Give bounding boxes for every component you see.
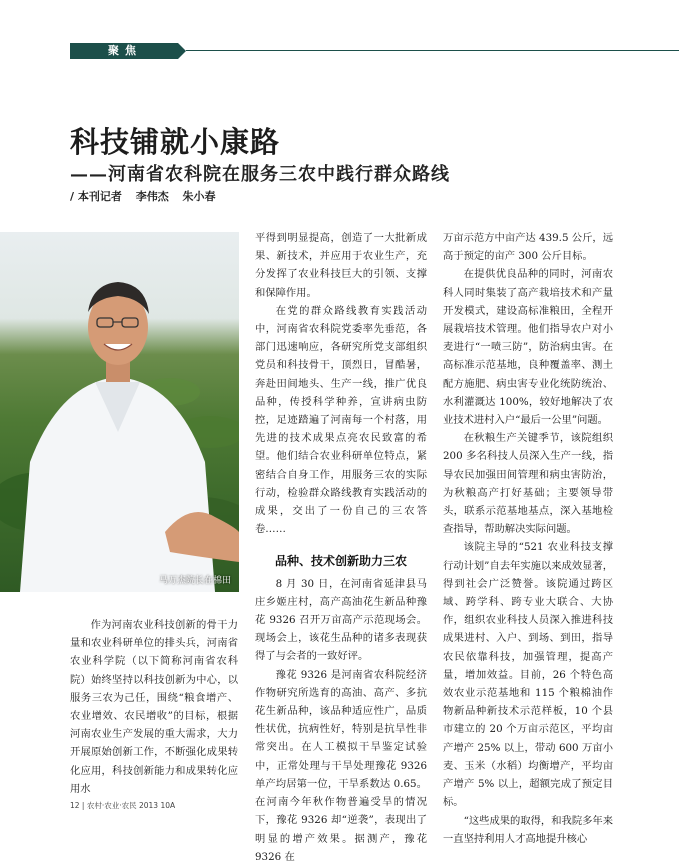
article-subtitle: ——河南省农科院在服务三农中践行群众路线 xyxy=(70,164,450,185)
paragraph: 平得到明显提高，创造了一大批新成果、新技术，并应用于农业生产，充分发挥了农业科技巨大的引领、支撑和保障作用。 xyxy=(255,232,427,299)
paragraph: “这些成果的取得，和我院多年来一直坚持利用人才高地提升核心 xyxy=(443,814,614,845)
byline-prefix: / 本刊记者 xyxy=(70,190,122,203)
paragraph: 8 月 30 日，在河南省延津县马庄乡姬庄村，高产高油花生新品种豫花 9326 召开万亩高产示范现场会。现场会上，该花生品种的诸多表现获得了与会者的一致好评。 xyxy=(255,577,427,663)
section-rule xyxy=(186,50,679,51)
photo-caption: 马万杰院长在棉田 xyxy=(158,576,231,586)
section-subhead: 品种、技术创新助力三农 xyxy=(274,554,407,569)
section-label: 聚焦 xyxy=(70,43,178,59)
text-column-2 xyxy=(255,229,427,866)
paragraph: 该院主导的“521 农业科技支撑行动计划”自去年实施以来成效显著，得到社会广泛赞誉。该院通过跨区域、跨学科、跨专业大联合、大协作，组织农业科技人员深入推进科技成果进村、入户、到场、到田，指导农民依靠科技，加强管理，提高产量，增加效益。目前，26 个特色高效农业示范基地和 115 个粮棉油作物新品种新技术示范样板，10 个县市建立的 20 个万亩示范区，平均亩产增产 25% 以上，带动 600 万亩小麦、玉米（水稻）均衡增产，平均亩产增产 5% 以上，超额完成了预定目标。 xyxy=(443,541,614,809)
article-title: 科技铺就小康路 xyxy=(70,125,281,159)
page-footer: 12 | 农村·农业·农民 2013 10A xyxy=(70,801,176,810)
paragraph: 万亩示范方中亩产达 439.5 公斤，远高于预定的亩产 300 公斤目标。 xyxy=(443,232,613,263)
byline-author: 李伟杰 xyxy=(135,190,169,203)
paragraph: 在党的群众路线教育实践活动中，河南省农科院党委率先垂范，各部门迅速响应，各研究所党支部组织党员和科技骨干，顶烈日，冒酷暑，奔赴田间地头、生产一线，推广优良品种，传授科学种养，宣讲病虫防控，足迹踏遍了河南每一个村落，用先进的技术成果点亮农民致富的希望。他们结合农业科研单位特点，紧密结合自身工作，用服务三农的实际行动，检验群众路线教育实践活动的成果，交出了一份自己的三农答卷…… xyxy=(255,304,427,536)
paragraph: 作为河南农业科技创新的骨干力量和农业科研单位的排头兵，河南省农业科学院（以下简称河南省农科院）始终坚持以科技创新为中心，以服务三农为己任，围绕“粮食增产、农业增效、农民增收”的目标，根据河南农业生产发展的重大需求，大力开展原始创新工作，不断强化成果转化应用，科技创新能力和成果转化应用水 xyxy=(70,619,238,795)
paragraph: 在提供优良品种的同时，河南农科人同时集装了高产栽培技术和产量开发模式，建设高标准粮田，全程开展栽培技术管理。他们指导农户对小麦进行“一喷三防”，防治病虫害。在高标准示范基地，良种覆盖率、测土配方施肥、病虫害专业化统防统治、水利灌溉达 100%，较好地解决了农业技术进村入户“最后一公里”问题。 xyxy=(443,268,613,427)
paragraph: 在秋粮生产关键季节，该院组织 200 多名科技人员深入生产一线，指导农民加强田间管理和病虫害防治，为秋粮高产打好基础；主要领导带头，联系示范基地基点，深入基地检查指导，帮助解决实际问题。 xyxy=(443,432,613,536)
text-column-1 xyxy=(70,616,238,798)
section-header xyxy=(70,43,679,59)
article-photo xyxy=(0,232,239,592)
byline-author: 朱小春 xyxy=(182,190,216,203)
paragraph: 豫花 9326 是河南省农科院经济作物研究所选育的高油、高产、多抗花生新品种，该品种适应性广，品质性状优，抗病性好，特别是抗旱性非常突出。在人工模拟干旱鉴定试验中，正常处理与干旱处理豫花 9326 单产均居第一位，干旱系数达 0.65。在河南今年秋作物普遍受旱的情况下，豫花 9326 却“逆袭”，表现出了明显的增产效果。据测产，豫花 9326 在 xyxy=(255,668,427,863)
photo-illustration xyxy=(0,232,239,592)
text-column-3 xyxy=(443,229,613,848)
byline xyxy=(70,188,226,204)
